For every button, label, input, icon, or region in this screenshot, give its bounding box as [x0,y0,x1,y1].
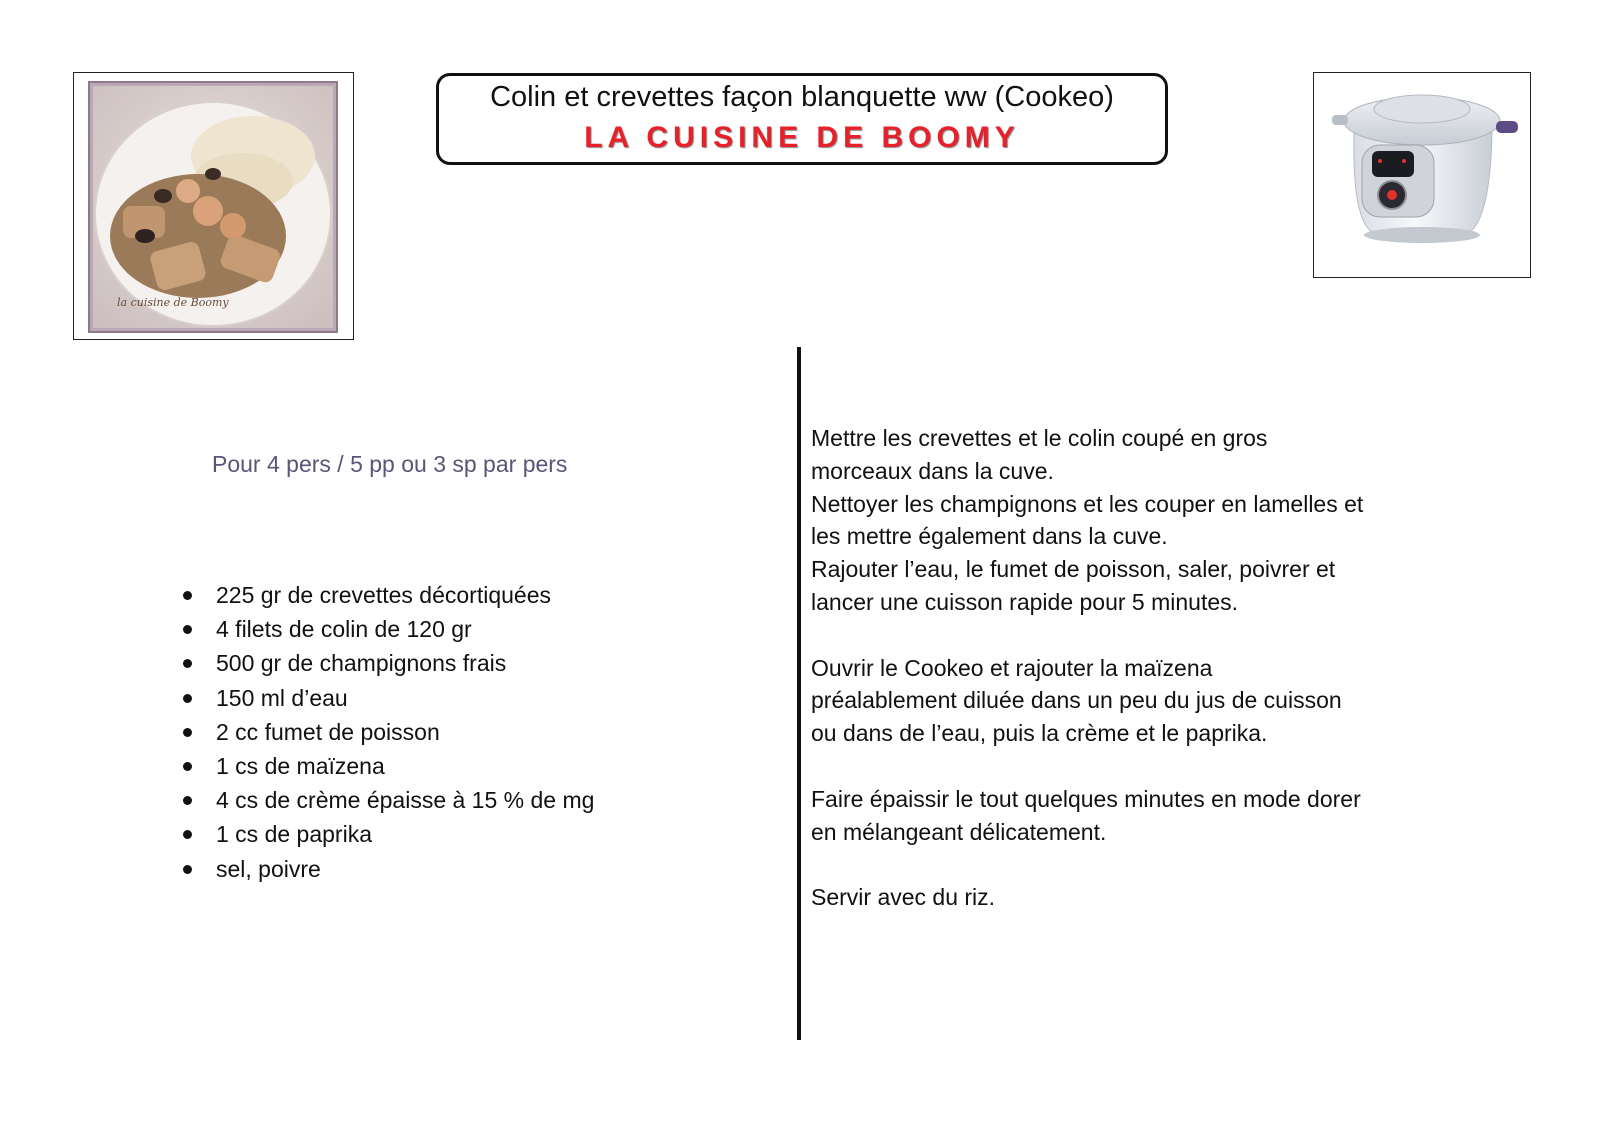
bullet-icon [183,659,192,668]
list-item [180,578,594,612]
bullet-icon [183,694,192,703]
photo-caption: la cuisine de Boomy [117,296,229,309]
list-item [180,715,594,749]
bullet-icon [183,591,192,600]
bullet-icon [183,728,192,737]
list-item [180,749,594,783]
column-divider [797,347,801,1040]
title-box [436,73,1168,165]
instruction-paragraph [811,422,1411,619]
instruction-line: Servir avec du riz. [811,884,996,911]
ingredient-text: 150 ml d’eau [216,684,348,711]
ingredient-list [180,578,594,886]
instruction-paragraph [811,881,1411,914]
ingredient-text: 1 cs de maïzena [216,752,385,779]
instruction-paragraph [811,652,1411,750]
list-item [180,681,594,715]
instruction-line: morceaux dans la cuve. [811,457,1054,484]
bullet-icon [183,865,192,874]
ingredient-text: 500 gr de champignons frais [216,650,507,677]
ingredient-text: 225 gr de crevettes décortiquées [216,582,551,608]
dish-photo-image [93,86,333,328]
instruction-paragraph [811,783,1411,849]
cookeo-photo-frame [1313,72,1531,278]
ingredient-text: 2 cc fumet de poisson [216,718,440,745]
instruction-line: Faire épaissir le tout quelques minutes en mode dorer [811,785,1361,812]
bullet-icon [183,762,192,771]
ingredient-text: 1 cs de paprika [216,821,372,848]
instruction-line: lancer une cuisson rapide pour 5 minutes. [811,588,1239,615]
instruction-line: préalablement diluée dans un peu du jus de cuisson [811,687,1342,714]
cookeo-appliance-image [1314,73,1530,277]
bullet-icon [183,796,192,805]
list-item [180,817,594,851]
bullet-icon [183,830,192,839]
list-item [180,852,594,886]
instruction-line: Rajouter l’eau, le fumet de poisson, saler, poivrer et [811,556,1336,583]
instruction-line: Mettre les crevettes et le colin coupé en gros [811,425,1268,451]
instructions [811,422,1411,947]
ingredient-text: 4 cs de crème épaisse à 15 % de mg [216,787,595,814]
dish-photo-frame [73,72,354,340]
brand-name: LA CUISINE DE BOOMY [584,121,1020,154]
instruction-line: Nettoyer les champignons et les couper en lamelles et [811,490,1364,517]
ingredient-text: sel, poivre [216,855,321,882]
instruction-line: ou dans de l’eau, puis la crème et le paprika. [811,720,1268,747]
list-item [180,612,594,646]
instruction-line: Ouvrir le Cookeo et rajouter la maïzena [811,654,1213,681]
bullet-icon [183,625,192,634]
ingredient-text: 4 filets de colin de 120 gr [216,616,472,643]
list-item [180,646,594,680]
instruction-line: en mélangeant délicatement. [811,818,1107,845]
instruction-line: les mettre également dans la cuve. [811,523,1168,550]
recipe-title: Colin et crevettes façon blanquette ww (Cookeo) [490,81,1114,113]
dish-photo [88,81,338,333]
servings-info: Pour 4 pers / 5 pp ou 3 sp par pers [212,451,568,477]
list-item [180,783,594,817]
